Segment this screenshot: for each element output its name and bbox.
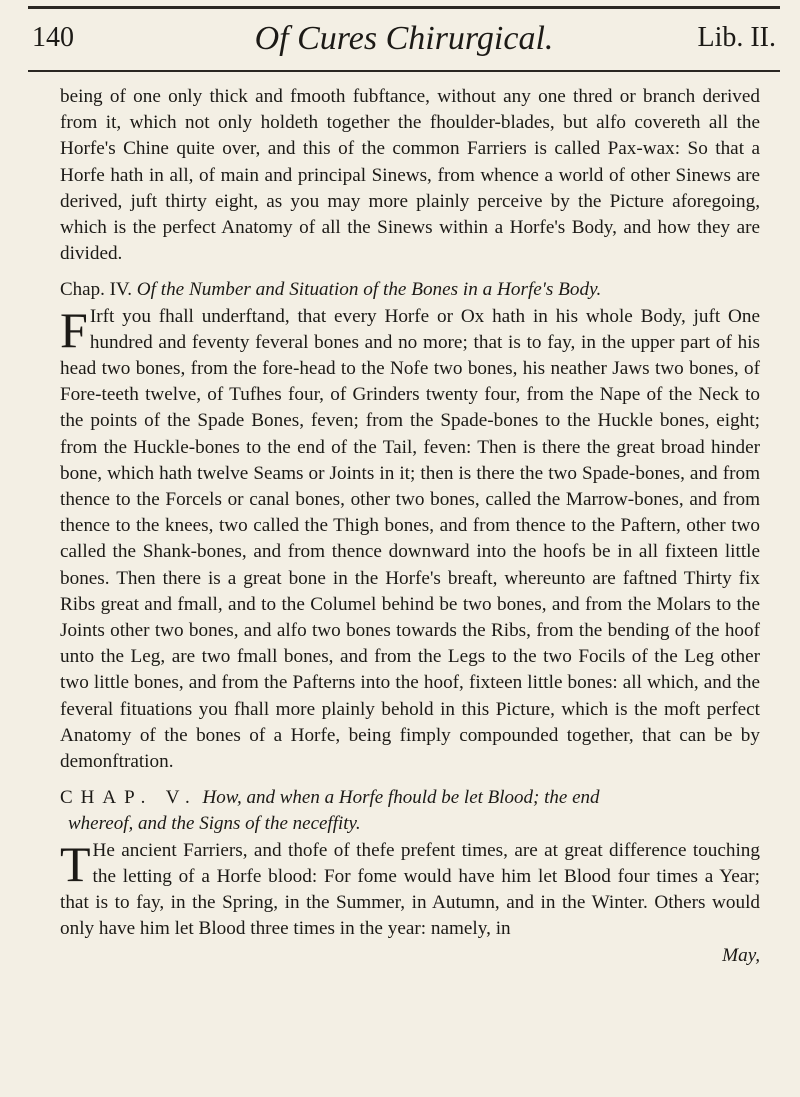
- paragraph-sinews: being of one only thick and fmooth fubftance, without any one thred or branch derived from it, which not only holdeth together the fhoulder-blades, but alfo covereth all the Horfe's Chine quite over, and this of the common Farriers is called Pax-wax: So that a Horfe hath in all, of main and principal Sinews, from whence a world of other Sinews are derived, juft thirty eight, as you may more plainly perceive by the Picture aforegoing, which is the perfect Anatomy of all the Sinews within a Horfe's Body, and how they are divided.: [60, 86, 760, 265]
- chapter-5-title-cont: whereof, and the Signs of the neceffity.: [68, 813, 361, 835]
- top-rule: [28, 6, 780, 9]
- running-title: Of Cures Chirurgical.: [254, 20, 554, 57]
- book-number: Lib. II.: [697, 22, 776, 53]
- catchword: May,: [722, 944, 760, 966]
- header-rule: [28, 70, 780, 72]
- chapter-5-paragraph: [60, 835, 760, 943]
- chapter-5-text: He ancient Farriers, and thofe of thefe prefent times, are at great difference touching the letting of a Horfe blood: For fome would have him let Blood four times a Year; that is to fay, in the Spring, in the Summer, in Autumn, and in the Winter. Others would only have him let Blood three times in the year: namely, in: [60, 839, 760, 940]
- chapter-4-paragraph: [60, 301, 760, 776]
- chapter-4-heading: [60, 277, 760, 303]
- page-body: [60, 84, 760, 969]
- chapter-5-label: CHAP. V.: [60, 787, 198, 809]
- chapter-5-title: How, and when a Horfe fhould be let Blood; the end: [202, 787, 600, 809]
- chapter-5-dropcap: T: [60, 835, 91, 892]
- page-number: 140: [32, 22, 74, 53]
- chapter-4-dropcap: F: [60, 301, 88, 358]
- chapter-4-title: Of the Number and Situation of the Bones in a Horfe's Body.: [136, 279, 602, 301]
- running-header: [32, 14, 776, 66]
- chapter-4-text: Irft you fhall underftand, that every Horfe or Ox hath in his whole Body, juft One hundred and feventy feveral bones and no more; that is to fay, in the upper part of his head two bones, from the fore-head to the Nofe two bones, his neather Jaws two bones, of Fore-teeth twelve, of Tufhes four, of Grinders twenty four, from the Nape of the Neck to the points of the Spade Bones, feven; from the Spade-bones to the Huckle bones, eight; from the Huckle-bones to the end of the Tail, feven: Then is there the great broad hinder bone, which hath twelve Seams or Joints in it; then is there the two Spade-bones, and from thence to the Forcels or canal bones, other two bones, called the Marrow-bones, and from thence to the knees, two called the Thigh bones, and from thence to the Paftern, other two called the Shank-bones, and from thence downward into the hoofs be in all fixteen little bones. Then there is a great bone in the Horfe's breaft, whereunto are faftned Thirty fix Ribs great and fmall, and to the Columel behind be two bones, and from the Molars to the Joints other two bones, and alfo two bones towards the Ribs, from the bending of the hoof unto the Leg, are two fmall bones, and from the Legs to the two Focils of the Leg other two little bones, and from the Pafterns into the hoof, fixteen little bones: all which, and the feveral fituations you fhall more plainly behold in this Picture, which is the moft perfect Anatomy of the bones of a Horfe, being fimply compounded together, that can be by demonftration.: [60, 305, 760, 773]
- chapter-5-heading: [60, 785, 760, 837]
- chapter-4-label: Chap. IV.: [60, 279, 132, 301]
